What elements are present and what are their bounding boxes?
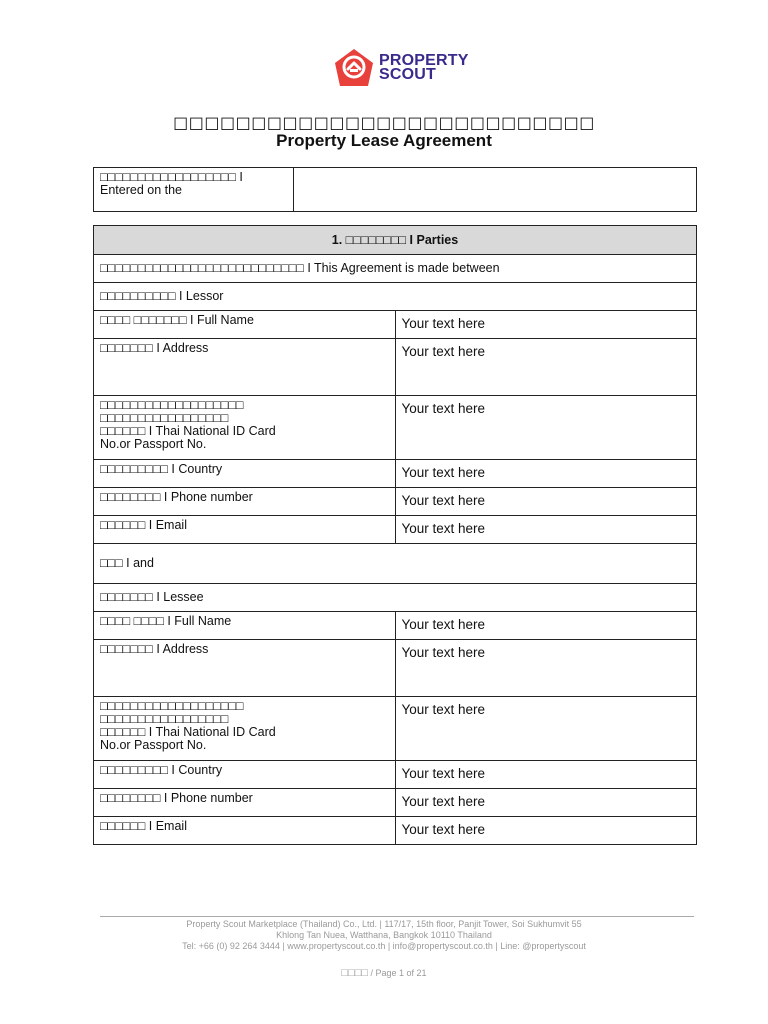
agreement-intro: □□□□□□□□□□□□□□□□□□□□□□□□□□□ I This Agreement is made between <box>94 255 697 283</box>
and-row <box>94 544 697 584</box>
lessor-address-row <box>94 339 697 396</box>
lessor-heading-row <box>94 283 697 311</box>
lessee-address-row <box>94 640 697 697</box>
lessee-id-field[interactable]: Your text here <box>395 697 697 761</box>
lessee-country-label: □□□□□□□□□ I Country <box>94 761 396 789</box>
entered-on-field[interactable] <box>294 168 697 212</box>
page-number-thai: □□□□ <box>341 967 368 979</box>
parties-heading: 1. □□□□□□□□ I Parties <box>94 226 697 255</box>
lessee-phone-row <box>94 789 697 817</box>
lessee-address-label: □□□□□□□ I Address <box>94 640 396 697</box>
lessor-address-field[interactable]: Your text here <box>395 339 697 396</box>
footer-divider <box>100 916 694 917</box>
footer-city: Khlong Tan Nuea, Watthana, Bangkok 10110 Thailand <box>276 930 492 940</box>
lessor-heading: □□□□□□□□□□ I Lessor <box>94 283 697 311</box>
lessor-id-field[interactable]: Your text here <box>395 396 697 460</box>
lessee-email-row <box>94 817 697 845</box>
lessor-id-label <box>94 396 396 460</box>
lessor-phone-label: □□□□□□□□ I Phone number <box>94 488 396 516</box>
parties-table <box>93 225 697 845</box>
lessee-email-label: □□□□□□ I Email <box>94 817 396 845</box>
lessor-full-name-label: □□□□ □□□□□□□ I Full Name <box>94 311 396 339</box>
lessee-full-name-label: □□□□ □□□□ I Full Name <box>94 612 396 640</box>
lessee-id-label <box>94 697 396 761</box>
lessee-country-field[interactable]: Your text here <box>395 761 697 789</box>
lessee-id-label-line-4: No.or Passport No. <box>100 738 207 752</box>
entered-on-label <box>94 168 294 212</box>
lessee-full-name-field[interactable]: Your text here <box>395 612 697 640</box>
and-label: □□□ I and <box>94 544 697 584</box>
lessor-country-label: □□□□□□□□□ I Country <box>94 460 396 488</box>
lessor-id-label-line-3: □□□□□□ I Thai National ID Card <box>100 424 276 438</box>
lessee-heading: □□□□□□□ I Lessee <box>94 584 697 612</box>
house-logo-icon <box>334 48 374 88</box>
property-scout-logo <box>334 48 469 88</box>
lessee-address-field[interactable]: Your text here <box>395 640 697 697</box>
lessee-phone-label: □□□□□□□□ I Phone number <box>94 789 396 817</box>
logo-wordmark <box>379 54 469 82</box>
title-english: Property Lease Agreement <box>276 131 492 150</box>
lessor-country-field[interactable]: Your text here <box>395 460 697 488</box>
lessor-phone-field[interactable]: Your text here <box>395 488 697 516</box>
lessee-id-label-line-3: □□□□□□ I Thai National ID Card <box>100 725 276 739</box>
lessor-id-row <box>94 396 697 460</box>
page-number <box>0 967 768 979</box>
lessor-id-label-line-4: No.or Passport No. <box>100 437 207 451</box>
entered-on-row <box>94 168 697 212</box>
lessor-id-label-thai-1: □□□□□□□□□□□□□□□□□□□ <box>100 398 244 412</box>
lessor-name-row <box>94 311 697 339</box>
lessor-full-name-field[interactable]: Your text here <box>395 311 697 339</box>
page-number-label: / Page 1 of 21 <box>370 968 427 978</box>
footer-company-address: Property Scout Marketplace (Thailand) Co., Ltd. | 117/17, 15th floor, Panjit Tower, Soi Sukhumvit 55 <box>186 919 582 929</box>
footer-contacts: Tel: +66 (0) 92 264 3444 | www.propertyscout.co.th | info@propertyscout.co.th | Line: @propertyscout <box>182 941 586 951</box>
logo-line-2: SCOUT <box>379 66 436 83</box>
lessee-country-row <box>94 761 697 789</box>
title-thai: □□□□□□□□□□□□□□□□□□□□□□□□□□□ <box>173 113 595 132</box>
entered-on-label-thai: □□□□□□□□□□□□□□□□□□ I <box>100 170 243 184</box>
footer <box>0 919 768 952</box>
lessor-id-label-thai-2: □□□□□□□□□□□□□□□□□ <box>100 411 229 425</box>
lessor-country-row <box>94 460 697 488</box>
lessee-phone-field[interactable]: Your text here <box>395 789 697 817</box>
lessor-email-label: □□□□□□ I Email <box>94 516 396 544</box>
lessee-id-label-thai-1: □□□□□□□□□□□□□□□□□□□ <box>100 699 244 713</box>
lessor-phone-row <box>94 488 697 516</box>
parties-header-row <box>94 226 697 255</box>
lessor-email-field[interactable]: Your text here <box>395 516 697 544</box>
logo-line-1: PROPERTY <box>379 52 469 69</box>
lessee-name-row <box>94 612 697 640</box>
lessee-heading-row <box>94 584 697 612</box>
entered-on-table <box>93 167 697 212</box>
lessee-id-label-thai-2: □□□□□□□□□□□□□□□□□ <box>100 712 229 726</box>
lessee-email-field[interactable]: Your text here <box>395 817 697 845</box>
entered-on-label-english: Entered on the <box>100 183 183 197</box>
intro-row <box>94 255 697 283</box>
lessee-id-row <box>94 697 697 761</box>
lessor-address-label: □□□□□□□ I Address <box>94 339 396 396</box>
lessor-email-row <box>94 516 697 544</box>
